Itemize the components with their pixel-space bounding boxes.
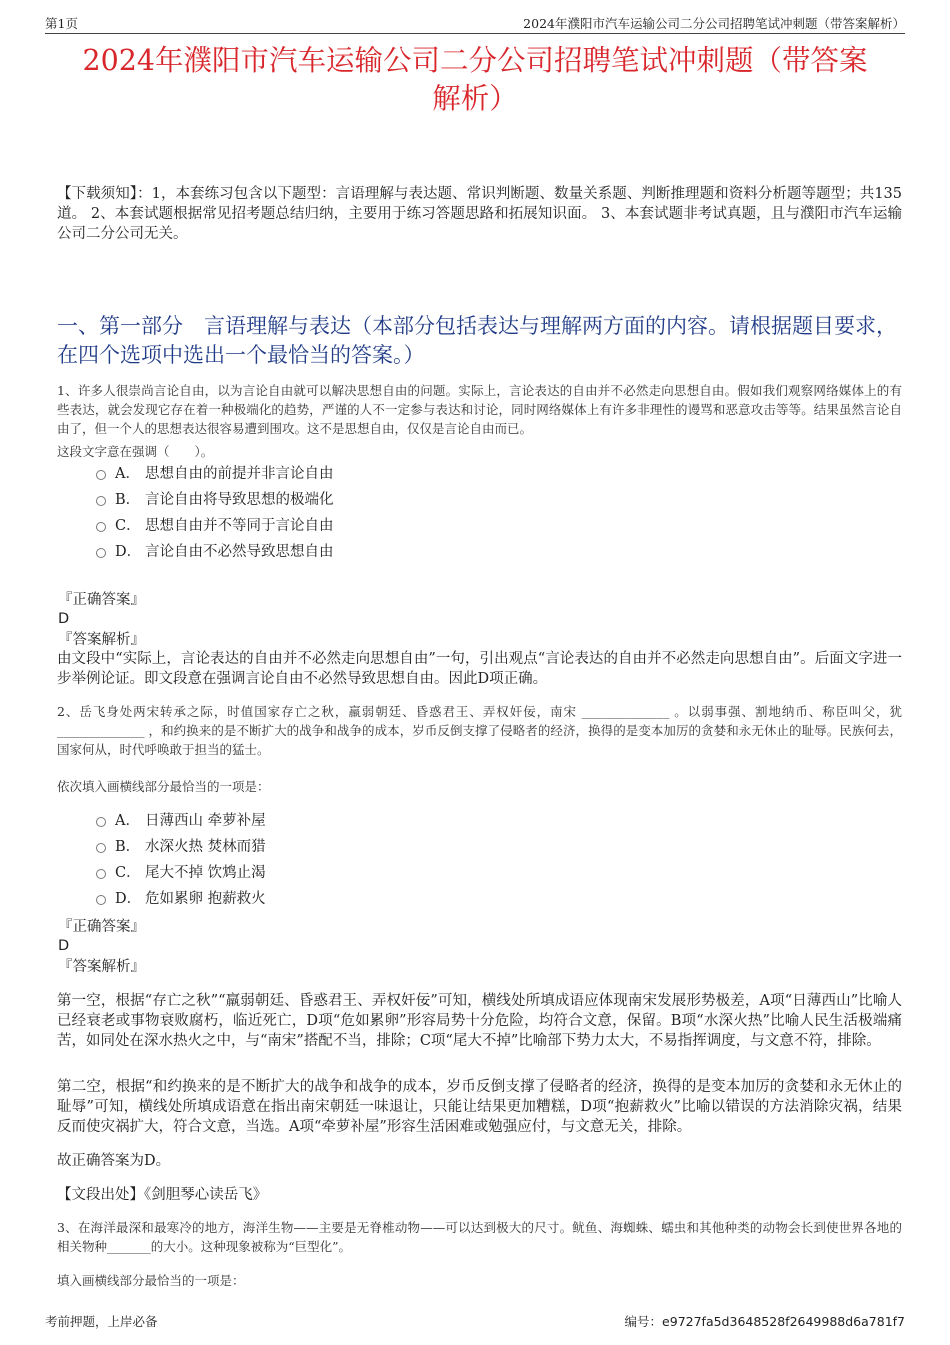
option-text: 思想自由的前提并非言论自由 <box>145 466 334 482</box>
q2-conclusion: 故正确答案为D。 <box>57 1153 171 1169</box>
option-letter: D． <box>115 544 142 560</box>
radio-icon[interactable] <box>96 869 106 879</box>
radio-icon[interactable] <box>96 470 106 480</box>
option-letter: C． <box>115 518 141 534</box>
radio-icon[interactable] <box>96 548 106 558</box>
q1-option-a[interactable] <box>96 464 334 484</box>
question-2-stem: 2、岳飞身处两宋转承之际，时值国家存亡之秋，羸弱朝廷、昏惑君王、弄权奸佞，南宋 ______________ 。以弱事强、割地纳币、称臣叫父，犹 ______________ ，和约换来的是不断扩大的战争和战争的成本，岁币反倒支撑了侵略者的经济，换得的是变本加厉的贪婪和永无休止的耻辱。民族何去，国家何从，时代呼唤敢于担当的猛士。 <box>57 704 902 757</box>
q2-answer-label: 『正确答案』 <box>58 919 145 935</box>
q2-answer: D <box>58 938 70 954</box>
q2-source: 【文段出处】《剑胆琴心读岳飞》 <box>57 1187 268 1203</box>
code-value: e9727fa5d3648528f2649988d6a781f7 <box>662 1314 905 1329</box>
radio-icon[interactable] <box>96 843 106 853</box>
q2-analysis-p2: 第二空，根据“和约换来的是不断扩大的战争和战争的成本，岁币反倒支撑了侵略者的经济，换得的是变本加厉的贪婪和永无休止的耻辱”可知，横线处所填成语意在指出南宋朝廷一味退让，只能让结果更加糟糕，D项“抱薪救火”比喻以错误的方法消除灾祸，结果反而使灾祸扩大，符合文意，当选。A项“牵萝补屋”形容生活困难或勉强应付，与文意无关，排除。 <box>57 1079 902 1135</box>
q1-option-d[interactable] <box>96 542 334 562</box>
radio-icon[interactable] <box>96 817 106 827</box>
section-heading: 一、第一部分 言语理解与表达（本部分包括表达与理解两方面的内容。请根据题目要求，在四个选项中选出一个最恰当的答案。） <box>57 314 897 367</box>
page-number: 第1页 <box>45 16 78 31</box>
q1-option-b[interactable] <box>96 490 334 510</box>
download-notice: 【下载须知】：1，本套练习包含以下题型：言语理解与表达题、常识判断题、数量关系题、判断推理题和资料分析题等题型；共135道。 2、本套试题根据常见招考题总结归纳，主要用于练习答题思路和拓展知识面。 3、本套试题非考试真题，且与濮阳市汽车运输公司二分公司无关。 <box>57 186 902 242</box>
q1-option-c[interactable] <box>96 516 334 536</box>
option-letter: D． <box>115 891 142 907</box>
q2-option-c[interactable] <box>96 863 266 883</box>
option-text: 思想自由并不等同于言论自由 <box>145 518 334 534</box>
question-3-prompt: 填入画横线部分最恰当的一项是： <box>57 1273 245 1288</box>
option-text: 危如累卵 抱薪救火 <box>145 891 266 907</box>
option-letter: B． <box>115 839 141 855</box>
q2-option-d[interactable] <box>96 889 266 909</box>
radio-icon[interactable] <box>96 496 106 506</box>
option-letter: A． <box>115 813 140 829</box>
option-letter: C． <box>115 865 141 881</box>
page-header <box>45 12 905 34</box>
q1-analysis: 由文段中“实际上，言论表达的自由并不必然走向思想自由”一句，引出观点“言论表达的自由并不必然走向思想自由”。后面文字进一步举例论证。即文段意在强调言论自由不必然导致思想自由。因此D项正确。 <box>57 651 902 687</box>
q1-analysis-label: 『答案解析』 <box>58 632 145 648</box>
q2-option-a[interactable] <box>96 811 266 831</box>
question-1-stem: 1、许多人很崇尚言论自由，以为言论自由就可以解决思想自由的问题。实际上，言论表达的自由并不必然走向思想自由。假如我们观察网络媒体上的有些表达，就会发现它存在着一种极端化的趋势，严谨的人不一定参与表达和讨论，同时网络媒体上有许多非理性的谩骂和恶意攻击等等。结果虽然言论自由了，但一个人的思想表达很容易遭到围攻。这不是思想自由，仅仅是言论自由而已。 <box>57 383 902 436</box>
footer-code <box>625 1312 905 1330</box>
q2-option-b[interactable] <box>96 837 266 857</box>
title-line-1: 2024年濮阳市汽车运输公司二分公司招聘笔试冲刺题（带答案 <box>82 44 868 77</box>
title-line-2: 解析） <box>432 82 518 115</box>
radio-icon[interactable] <box>96 522 106 532</box>
question-1-prompt: 这段文字意在强调（ ）。 <box>57 444 214 459</box>
option-text: 水深火热 焚林而猎 <box>145 839 266 855</box>
q2-analysis-p1: 第一空，根据“存亡之秋”“羸弱朝廷、昏惑君王、弄权奸佞”可知，横线处所填成语应体现南宋发展形势极差，A项“日薄西山”比喻人已经衰老或事物衰败腐朽，临近死亡，D项“危如累卵”形容局势十分危险，均符合文意，保留。B项“水深火热”比喻人民生活极端痛苦，如同处在深水热火之中，与“南宋”搭配不当，排除；C项“尾大不掉”比喻部下势力太大，不易指挥调度，与文意不符，排除。 <box>57 993 902 1049</box>
q1-answer-label: 『正确答案』 <box>58 592 145 608</box>
radio-icon[interactable] <box>96 895 106 905</box>
header-doc-title: 2024年濮阳市汽车运输公司二分公司招聘笔试冲刺题（带答案解析） <box>523 16 905 31</box>
option-letter: B． <box>115 492 141 508</box>
option-text: 言论自由不必然导致思想自由 <box>145 544 334 560</box>
question-3-stem: 3、在海洋最深和最寒冷的地方，海洋生物——主要是无脊椎动物——可以达到极大的尺寸。鱿鱼、海蜘蛛、蠕虫和其他种类的动物会长到使世界各地的相关物种_______的大小。这种现象被称为“巨型化”。 <box>57 1220 902 1254</box>
question-2-prompt: 依次填入画横线部分最恰当的一项是： <box>57 779 270 794</box>
q1-answer: D <box>58 611 70 627</box>
footer-slogan: 考前押题，上岸必备 <box>45 1314 158 1329</box>
option-letter: A． <box>115 466 140 482</box>
q2-analysis-label: 『答案解析』 <box>58 959 145 975</box>
option-text: 尾大不掉 饮鸩止渴 <box>145 865 266 881</box>
code-label: 编号： <box>624 1314 663 1329</box>
option-text: 言论自由将导致思想的极端化 <box>145 492 334 508</box>
document-title <box>45 42 905 118</box>
option-text: 日薄西山 牵萝补屋 <box>145 813 266 829</box>
